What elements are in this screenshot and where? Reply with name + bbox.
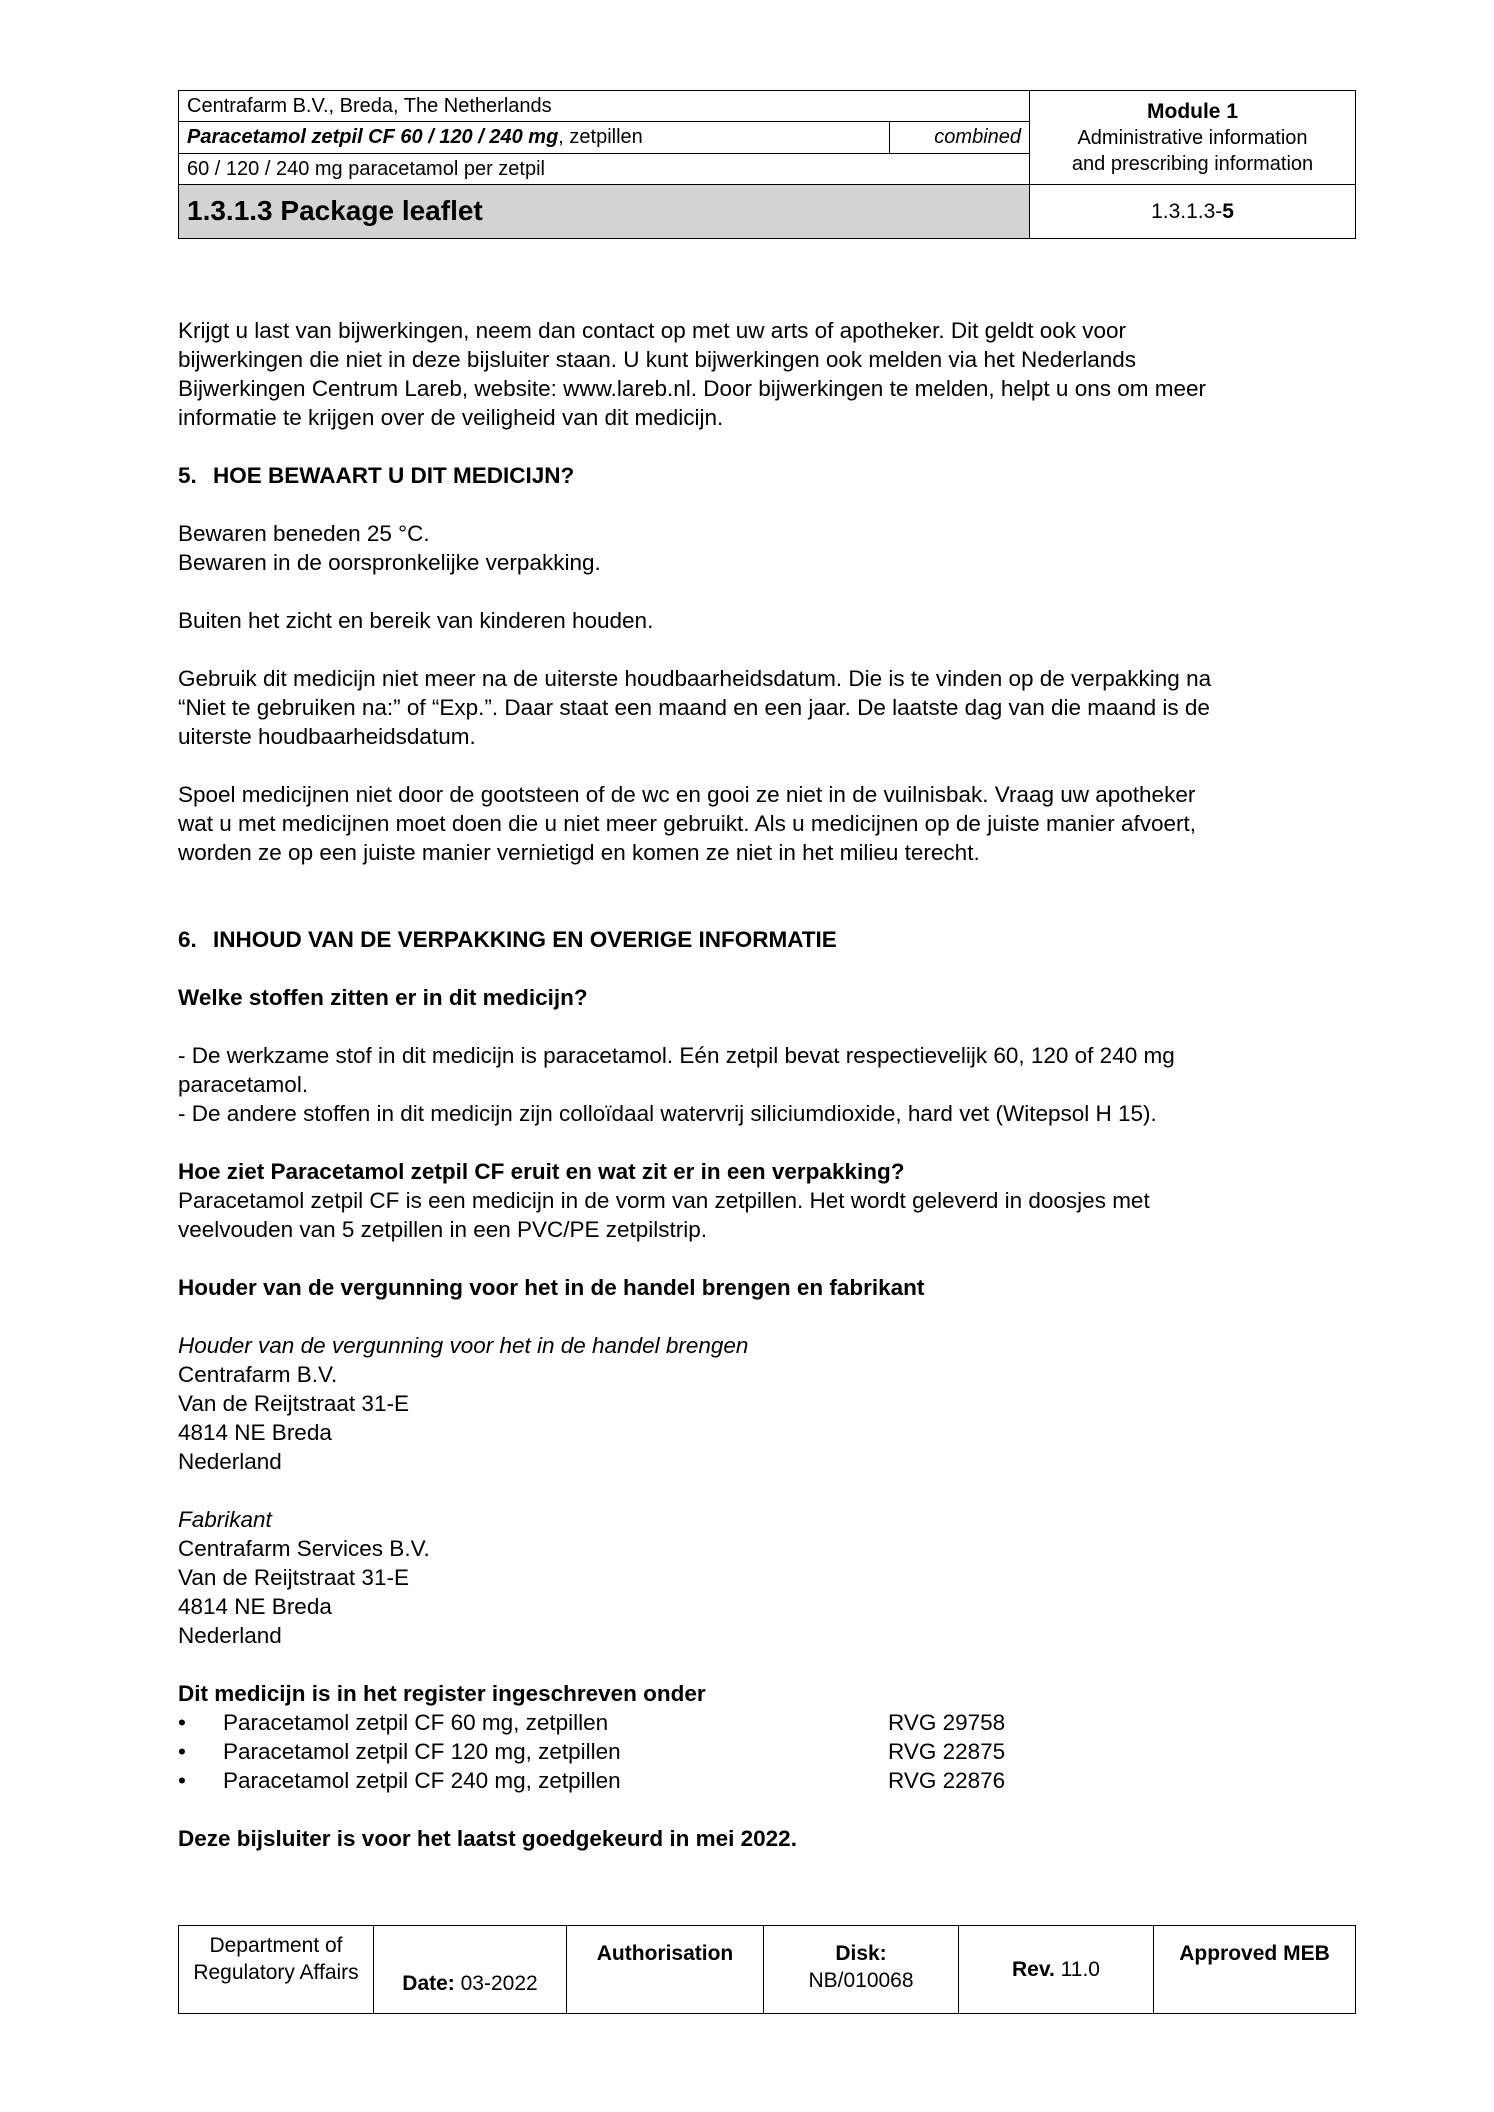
disposal-line3: worden ze op een juiste manier vernietigd en komen ze niet in het milieu terecht. [178, 840, 980, 865]
expiry-line3: uiterste houdbaarheidsdatum. [178, 724, 476, 749]
section-6-number: 6. [178, 927, 197, 952]
mfr-country: Nederland [178, 1623, 282, 1648]
register-product: Paracetamol zetpil CF 120 mg, zetpillen [223, 1739, 621, 1764]
holder-heading: Houder van de vergunning voor het in de handel brengen en fabrikant [178, 1275, 925, 1300]
section-5-number: 5. [178, 463, 197, 488]
page-prefix: 1.3.1.3- [1151, 199, 1223, 223]
rev-value: 11.0 [1054, 1957, 1100, 1981]
footer-revision [959, 1926, 1154, 2014]
appearance-line2: veelvouden van 5 zetpillen in een PVC/PE zetpilstrip. [178, 1217, 708, 1242]
disk-value: NB/010068 [808, 1969, 914, 1993]
list-item [178, 1766, 1358, 1795]
footer-date [374, 1926, 567, 2014]
register-rvg: RVG 22876 [888, 1768, 1006, 1793]
children-text: Buiten het zicht en bereik van kinderen houden. [178, 608, 654, 633]
date-value: 03-2022 [454, 1971, 538, 1995]
storage-text [178, 519, 1358, 577]
combined-cell: combined [890, 122, 1030, 153]
side-effects-line4: informatie te krijgen over de veiligheid van dit medicijn. [178, 405, 724, 430]
disposal-text [178, 780, 1358, 867]
active-line1: - De werkzame stof in dit medicijn is paracetamol. Eén zetpil bevat respectievelijk 60, 120 of 240 mg [178, 1043, 1175, 1068]
approval-statement: Deze bijsluiter is voor het laatst goedgekeurd in mei 2022. [178, 1826, 797, 1851]
bullet-icon: • [178, 1739, 186, 1764]
mfr-city: 4814 NE Breda [178, 1594, 332, 1619]
section-6-title: INHOUD VAN DE VERPAKKING EN OVERIGE INFORMATIE [213, 927, 837, 952]
side-effects-line2: bijwerkingen die niet in deze bijsluiter staan. U kunt bijwerkingen ook melden via het Nederlands [178, 347, 1137, 372]
bullet-icon: • [178, 1710, 186, 1735]
side-effects-text [178, 316, 1358, 432]
mfr-address [178, 1505, 1358, 1650]
module-cell [1030, 91, 1356, 185]
rev-label: Rev. [1012, 1957, 1055, 1981]
expiry-line2: “Niet te gebruiken na:” of “Exp.”. Daar staat een maand en een jaar. De laatste dag van die maand is de [178, 695, 1210, 720]
register-heading: Dit medicijn is in het register ingeschreven onder [178, 1681, 706, 1706]
bullet-icon: • [178, 1768, 186, 1793]
disk-label: Disk: [835, 1942, 887, 1965]
mah-label: Houder van de vergunning voor het in de handel brengen [178, 1333, 749, 1358]
mfr-label: Fabrikant [178, 1507, 272, 1532]
module-line1: Administrative information [1077, 127, 1308, 150]
side-effects-line3: Bijwerkingen Centrum Lareb, website: www.lareb.nl. Door bijwerkingen te melden, helpt u ons om meer [178, 376, 1206, 401]
mfr-street: Van de Reijtstraat 31-E [178, 1565, 409, 1590]
header-table [178, 90, 1356, 239]
section-5-heading [178, 461, 1358, 490]
appearance-line1: Paracetamol zetpil CF is een medicijn in de vorm van zetpillen. Het wordt geleverd in doosjes met [178, 1188, 1150, 1213]
side-effects-line1: Krijgt u last van bijwerkingen, neem dan contact op met uw arts of apotheker. Dit geldt ook voor [178, 318, 1127, 343]
section-5-title: HOE BEWAART U DIT MEDICIJN? [213, 463, 575, 488]
disposal-line2: wat u met medicijnen moet doen die u niet meer gebruikt. Als u medicijnen op de juiste manier afvoert, [178, 811, 1197, 836]
product-cell [179, 122, 890, 153]
storage-line1: Bewaren beneden 25 °C. [178, 521, 430, 546]
expiry-text [178, 664, 1358, 751]
footer-approved [1154, 1926, 1356, 2014]
mah-name: Centrafarm B.V. [178, 1362, 338, 1387]
list-item [178, 1737, 1358, 1766]
excipients-line: - De andere stoffen in dit medicijn zijn colloïdaal watervrij siliciumdioxide, hard vet (Witepsol H 15). [178, 1101, 1157, 1126]
active-line2: paracetamol. [178, 1072, 309, 1097]
company-cell: Centrafarm B.V., Breda, The Netherlands [179, 91, 1030, 122]
product-suffix: , zetpillen [558, 126, 643, 149]
leaflet-content [178, 316, 1358, 1853]
module-line2: and prescribing information [1071, 153, 1314, 176]
mah-city: 4814 NE Breda [178, 1420, 332, 1445]
appearance-heading: Hoe ziet Paracetamol zetpil CF eruit en wat zit er in een verpakking? [178, 1159, 905, 1184]
department-line2: Regulatory Affairs [193, 1961, 359, 1985]
register-product: Paracetamol zetpil CF 240 mg, zetpillen [223, 1768, 621, 1793]
authorisation-label: Authorisation [596, 1942, 734, 1965]
section-title: 1.3.1.3 Package leaflet [179, 184, 1030, 238]
approved-label: Approved MEB [1179, 1942, 1330, 1965]
footer-department [179, 1926, 374, 2014]
disposal-line1: Spoel medicijnen niet door de gootsteen of de wc en gooi ze niet in de vuilnisbak. Vraag uw apotheker [178, 782, 1196, 807]
section-6-heading [178, 925, 1358, 954]
appearance-text [178, 1186, 1358, 1244]
date-label: Date: [402, 1971, 455, 1995]
ingredients-text [178, 1041, 1358, 1128]
mah-street: Van de Reijtstraat 31-E [178, 1391, 409, 1416]
register-rvg: RVG 22875 [888, 1739, 1006, 1764]
module-title: Module 1 [1147, 99, 1239, 123]
register-rvg: RVG 29758 [888, 1710, 1006, 1735]
department-line1: Department of [209, 1934, 343, 1957]
strength-cell: 60 / 120 / 240 mg paracetamol per zetpil [179, 153, 1030, 184]
mah-address [178, 1331, 1358, 1476]
expiry-line1: Gebruik dit medicijn niet meer na de uiterste houdbaarheidsdatum. Die is te vinden op de verpakking na [178, 666, 1212, 691]
footer-table [178, 1925, 1356, 2014]
product-name: Paracetamol zetpil CF 60 / 120 / 240 mg [187, 126, 559, 149]
page-num: 5 [1222, 199, 1234, 223]
register-list [178, 1708, 1358, 1795]
register-product: Paracetamol zetpil CF 60 mg, zetpillen [223, 1710, 609, 1735]
mah-country: Nederland [178, 1449, 282, 1474]
footer-authorisation [567, 1926, 764, 2014]
mfr-name: Centrafarm Services B.V. [178, 1536, 430, 1561]
footer-disk [764, 1926, 959, 2014]
list-item [178, 1708, 1358, 1737]
page-number [1030, 184, 1356, 238]
ingredients-heading: Welke stoffen zitten er in dit medicijn? [178, 985, 588, 1010]
storage-line2: Bewaren in de oorspronkelijke verpakking. [178, 550, 601, 575]
